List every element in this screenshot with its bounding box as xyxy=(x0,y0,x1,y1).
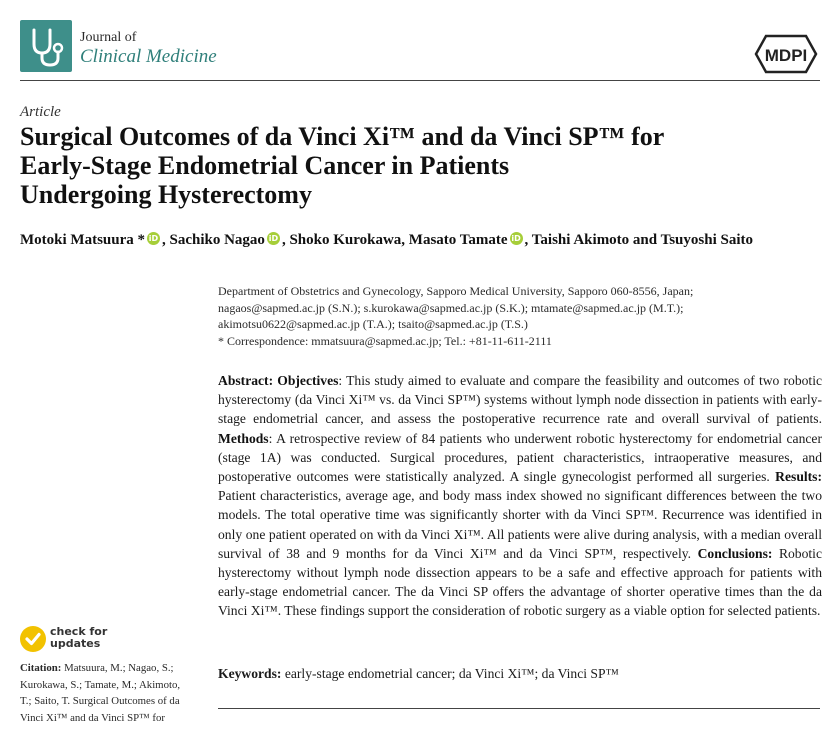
author-name[interactable]: Taishi Akimoto and Tsuyoshi Saito xyxy=(531,232,754,248)
journal-logo[interactable] xyxy=(20,20,72,72)
title-line: Surgical Outcomes of da Vinci Xi™ and da Vinci SP™ for xyxy=(20,122,665,151)
abstract-text: : This study aimed to evaluate and compare the feasibility and outcomes of two robotic hysterectomy (da Vinci Xi™ vs. da Vinci SP™) systems without lymph node dissection in patients with early-stage endometrial cancer, and assess the postoperative recurrence rate and overall survival of patients. xyxy=(218,373,823,427)
header-divider xyxy=(20,80,820,81)
article-type: Article xyxy=(20,104,61,120)
journal-name-line1: Journal of xyxy=(80,30,137,45)
author-name[interactable]: Sachiko Nagao xyxy=(169,232,265,248)
check-updates-label xyxy=(50,626,107,650)
correspondence-line: * Correspondence: mmatsuura@sapmed.ac.jp; Tel.: +81-11-611-2111 xyxy=(218,333,552,348)
author-name[interactable]: Shoko Kurokawa xyxy=(289,232,402,248)
author-separator: , xyxy=(524,232,532,248)
affiliation-line: akimotsu0622@sapmed.ac.jp (T.A.); tsaito@sapmed.ac.jp (T.S.) xyxy=(218,317,528,332)
citation-line: T.; Saito, T. Surgical Outcomes of da xyxy=(20,695,180,707)
author-separator: , xyxy=(162,232,170,248)
abstract-text: Robotic hysterectomy without lymph node dissection appears to be a safe and effective approach for patients with early-stage endometrial cancer. The da Vinci SP offers the advantage of shorter operative times than the da Vinci Xi™. These findings support the consideration of robotic surgery as a viable option for selected patients. xyxy=(218,545,822,619)
abstract-heading: Results: xyxy=(775,469,822,485)
affiliation-line: nagaos@sapmed.ac.jp (S.N.); s.kurokawa@sapmed.ac.jp (S.K.); mtamate@sapmed.ac.jp (M.T.); xyxy=(218,300,684,315)
journal-name[interactable] xyxy=(80,30,217,68)
author-separator: , xyxy=(281,232,290,248)
check-updates-line1: check for xyxy=(50,625,108,638)
journal-name-line2: Clinical Medicine xyxy=(80,46,217,67)
stethoscope-icon xyxy=(20,20,72,72)
article-title xyxy=(20,122,820,209)
abstract-heading: Conclusions: xyxy=(697,545,773,561)
abstract-label: Abstract: xyxy=(218,373,278,388)
bottom-divider xyxy=(218,708,820,709)
check-updates-icon xyxy=(20,626,46,652)
abstract-heading: Methods xyxy=(218,430,269,446)
author-name[interactable]: Motoki Matsuura * xyxy=(20,232,145,248)
mdpi-logo[interactable] xyxy=(754,34,818,74)
keywords-text: early-stage endometrial cancer; da Vinci Xi™; da Vinci SP™ xyxy=(281,666,619,681)
keywords xyxy=(218,666,822,682)
citation-line: Kurokawa, S.; Tamate, M.; Akimoto, xyxy=(20,678,181,691)
orcid-icon[interactable]: iD xyxy=(511,234,521,243)
affiliations xyxy=(218,283,818,349)
author-name[interactable]: Masato Tamate xyxy=(408,232,508,248)
orcid-icon[interactable]: iD xyxy=(268,234,279,243)
citation-line: Vinci Xi™ and da Vinci SP™ for xyxy=(20,711,166,724)
citation-block xyxy=(20,660,200,726)
abstract xyxy=(218,371,822,621)
orcid-icon[interactable]: iD xyxy=(148,234,159,243)
author-separator: , xyxy=(401,232,409,248)
abstract-heading: Objectives xyxy=(277,373,339,388)
check-updates-line2: updates xyxy=(50,637,101,650)
citation-label: Citation: xyxy=(20,662,62,674)
author-list xyxy=(20,232,830,249)
citation-line: Citation: Matsuura, M.; Nagao, S.; xyxy=(20,662,174,674)
check-for-updates-button[interactable] xyxy=(20,624,120,656)
affiliation-line: Department of Obstetrics and Gynecology, Sapporo Medical University, Sapporo 060-8556, Japan; xyxy=(218,284,694,298)
abstract-text: : A retrospective review of 84 patients who underwent robotic hysterectomy for endometrial cancer (stage 1A) was conducted. Surgical procedures, patient characteristics, intraoperative measures, and postoperative outcomes were statistically analyzed. A single gynecologist performed all surgeries. xyxy=(218,430,822,485)
journal-header xyxy=(0,0,840,82)
title-line: Early-Stage Endometrial Cancer in Patients xyxy=(20,151,510,180)
abstract-text: Patient characteristics, average age, and body mass index showed no significant differences between the two models. The total operative time was significantly shorter with da Vinci SP™. Recurrence was identified in only one patient operated on with da Vinci Xi™. All patients were alive during analysis, with a median overall survival of 38 and 9 months for da Vinci Xi™ and da Vinci SP™, respectively. xyxy=(218,488,822,561)
title-line: Undergoing Hysterectomy xyxy=(20,180,312,209)
svg-text:MDPI: MDPI xyxy=(764,46,808,65)
keywords-label: Keywords: xyxy=(218,666,282,681)
